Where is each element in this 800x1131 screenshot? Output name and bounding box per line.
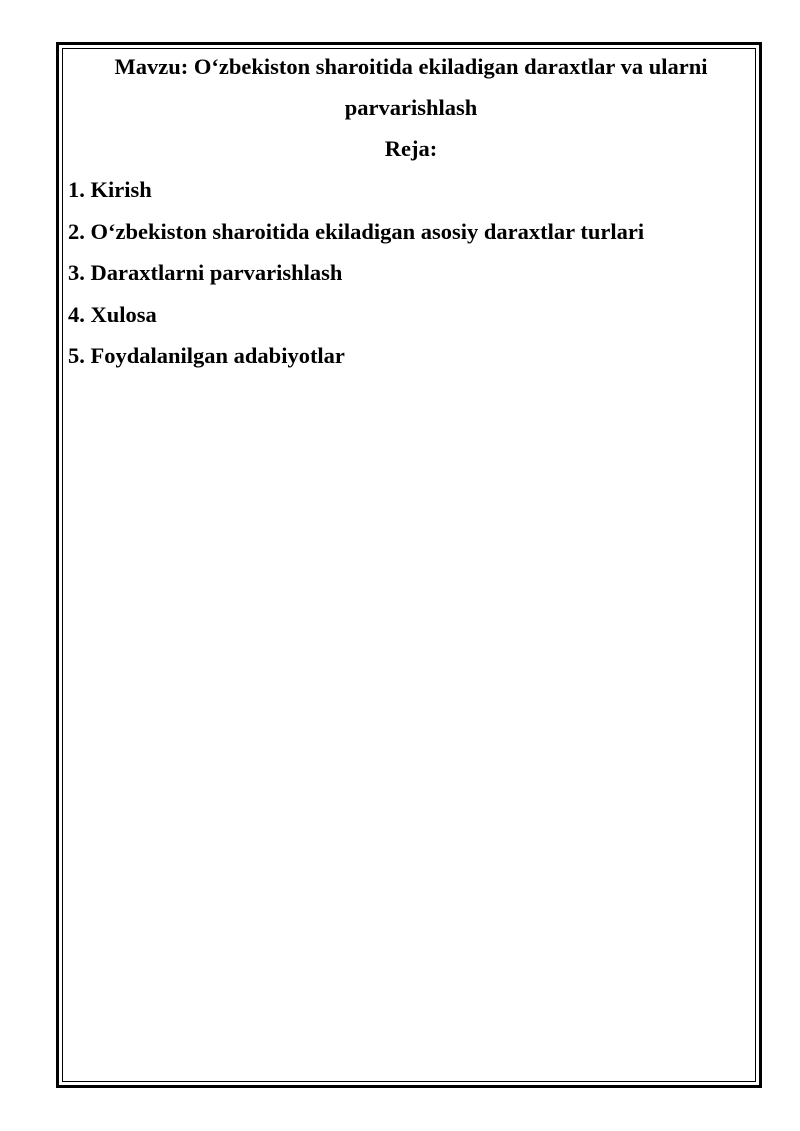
document-content [68, 46, 754, 377]
document-title-line-1: Mavzu: O‘zbekiston sharoitida ekiladigan daraxtlar va ularni [114, 54, 708, 79]
plan-item-4: 4. Xulosa [68, 301, 157, 327]
plan-item-1: 1. Kirish [68, 177, 152, 202]
document-title-line-2: parvarishlash [344, 95, 478, 120]
plan-item-3: 3. Daraxtlarni parvarishlash [68, 260, 343, 285]
plan-list [68, 169, 754, 377]
plan-item-5: 5. Foydalanilgan adabiyotlar [68, 343, 345, 368]
plan-heading: Reja: [384, 136, 438, 161]
plan-item-2: 2. O‘zbekiston sharoitida ekiladigan asosiy daraxtlar turlari [68, 218, 645, 244]
